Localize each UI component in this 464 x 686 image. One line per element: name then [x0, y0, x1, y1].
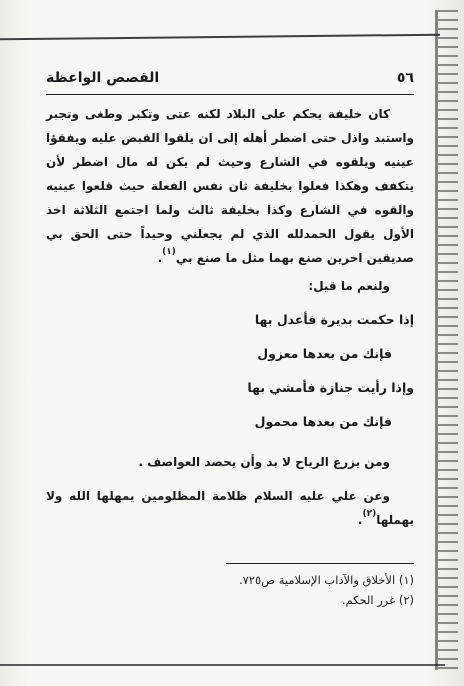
footnote-separator	[226, 563, 414, 564]
footnotes	[46, 570, 414, 610]
page-number: ٥٦	[396, 70, 414, 86]
footnote-marker-2: (٢)	[362, 509, 377, 519]
story-text: كان خليفة يحكم على البلاد لكنه عتى وتكبر وطغى وتجبر واستبد واذل حتى اضطر أهله إلى ان يلقوا القبض عليه ويفقؤا عينيه ويلقوه في الشارع وحيث لم يكن له مال اضطر لأن يتكفف وهكذا فعلوا بخليفة ثان نفس الفعلة حيث قلعوا عينيه والقوه في الشارع وكذا بخليفة ثالث ولما اجتمع الثلاثة اخذ الأول يقول الحمدلله الذي لم يجعلني وحيداً حتى الحق بي صديقين اخرين صنع بهما مثل ما صنع بي	[46, 107, 414, 265]
story-paragraph: كان خليفة يحكم على البلاد لكنه عتى وتكبر وطغى وتجبر واستبد واذل حتى اضطر أهله إلى ان يلقوا القبض عليه ويفقؤا عينيه ويلقوه في الشارع وحيث لم يكن له مال اضطر لأن يتكفف وهكذا فعلوا بخليفة ثان نفس الفعلة حيث قلعوا عينيه والقوه في الشارع وكذا بخليفة ثالث ولما اجتمع الثلاثة اخذ الأول يقول الحمدلله الذي لم يجعلني وحيداً حتى الحق بي صديقين اخرين صنع بهما مثل ما صنع بي$^{(١)}$.	[46, 107, 414, 265]
footnote-2: (٢) غرر الحكم.	[341, 593, 414, 607]
footnote-marker-1: (١)	[162, 247, 176, 257]
page-top-edge	[0, 20, 440, 41]
hadith-paragraph: وعن علي عليه السلام ظلامة المظلومين يمهلها الله ولا يهملها$^{(٢)}$.	[46, 489, 414, 527]
poem-verse-4: فإنك من بعدها محمول	[254, 414, 392, 429]
running-title: القصص الواعظة	[46, 70, 160, 86]
poem-intro: ولنعم ما قيل:	[308, 279, 390, 293]
page-spine-edge	[435, 10, 458, 670]
poem-verse-3: وإذا رأيت جنازة فأمشي بها	[247, 380, 414, 395]
body-text	[46, 102, 414, 532]
proverb-line: ومن يزرع الرياح لا بد وأن يحصد العواصف .	[138, 455, 390, 469]
page-header	[46, 70, 414, 95]
poem-verse-1: إذا حكمت بديرة فأعدل بها	[254, 312, 414, 327]
poem-verse-2: فإنك من بعدها معزول	[257, 346, 392, 361]
page-bottom-edge	[0, 664, 445, 672]
footnote-1: (١) الأخلاق والآداب الإسلامية ص٧٢٥.	[238, 573, 414, 587]
hadith-text: وعن علي عليه السلام ظلامة المظلومين يمهلها الله ولا يهملها	[46, 489, 414, 527]
